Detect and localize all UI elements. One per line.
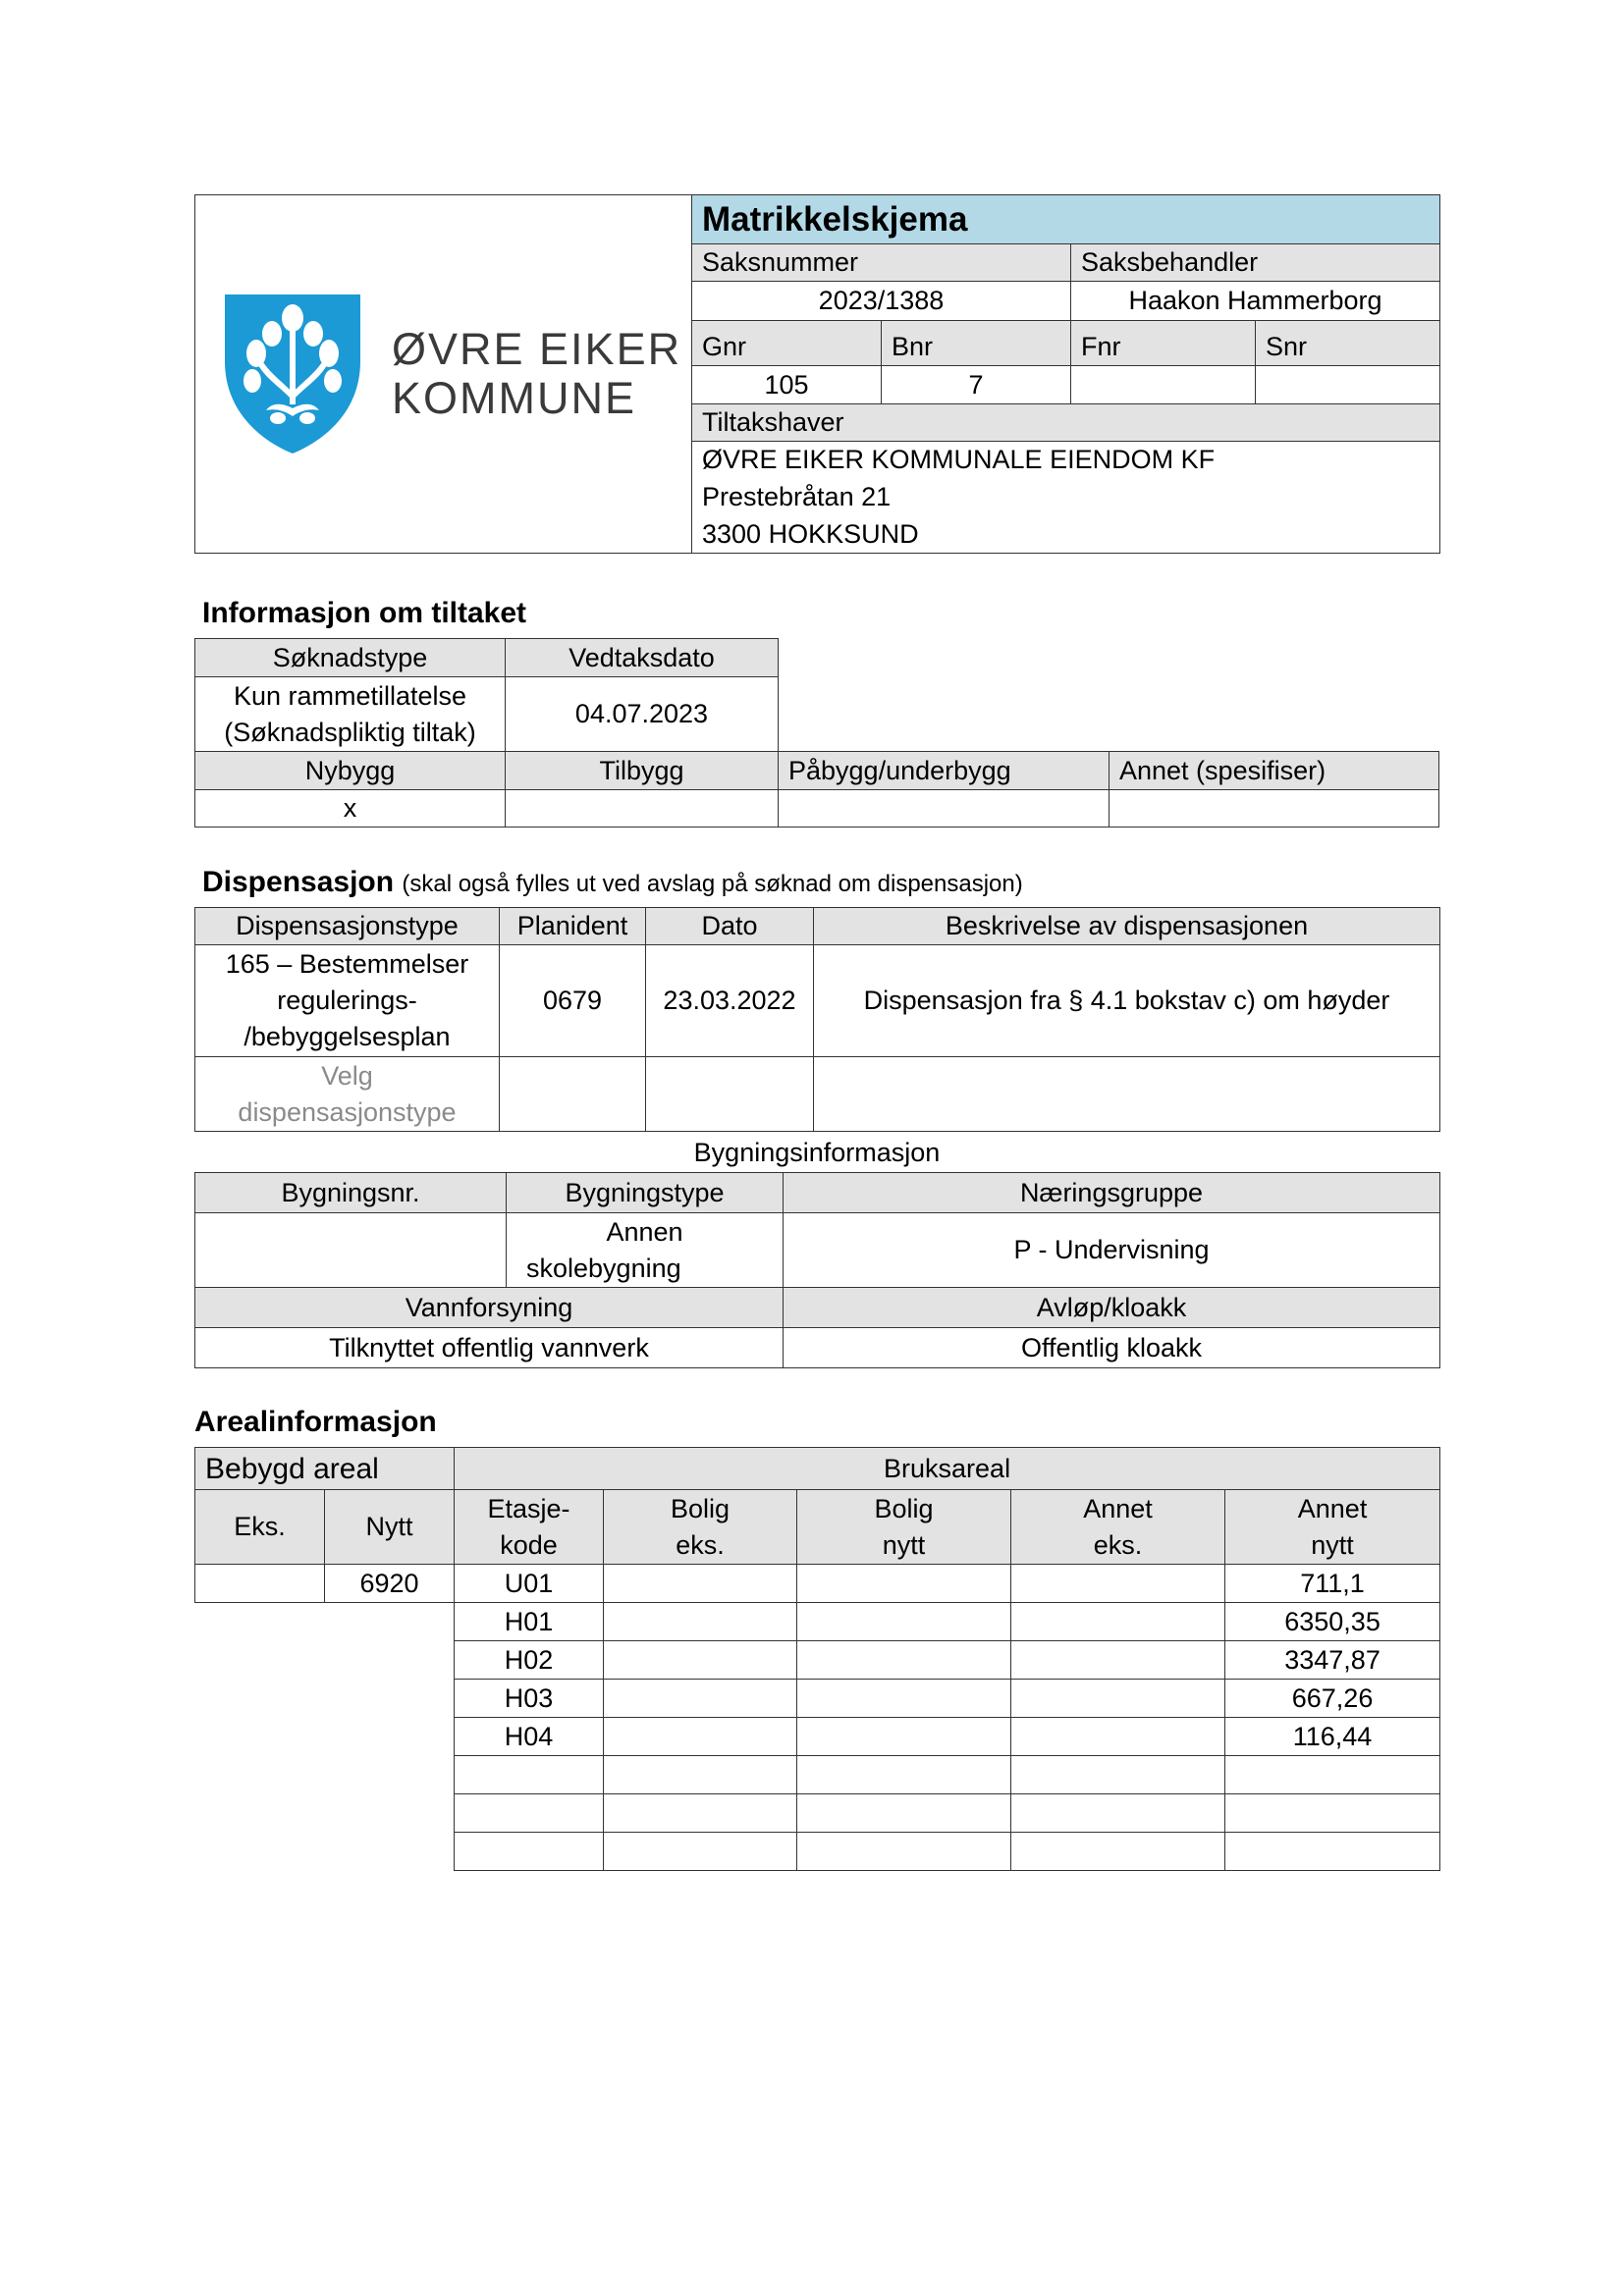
annet-eks-value [1011, 1641, 1225, 1680]
annet-eks-line2: eks. [1093, 1529, 1143, 1560]
table-row [195, 1794, 1440, 1833]
bolig-nytt-value [797, 1833, 1011, 1871]
bebygd-eks-value [195, 1565, 325, 1603]
municipality-name: ØVRE EIKER [392, 324, 682, 374]
annet-eks-value [1011, 1603, 1225, 1641]
bnr-value: 7 [882, 366, 1071, 404]
annet-nytt-value [1225, 1756, 1440, 1794]
saksbehandler-value: Haakon Hammerborg [1071, 282, 1440, 321]
bolig-eks-value [604, 1756, 797, 1794]
bolig-nytt-label [797, 1490, 1011, 1565]
disp-beskrivelse-label: Beskrivelse av dispensasjonen [814, 908, 1440, 945]
vannforsyning-label: Vannforsyning [195, 1288, 784, 1328]
bygningsnr-value [195, 1213, 507, 1288]
fnr-label: Fnr [1071, 321, 1256, 366]
annet-eks-value [1011, 1718, 1225, 1756]
annet-nytt-value: 711,1 [1225, 1565, 1440, 1603]
bolig-eks-line2: eks. [676, 1529, 725, 1560]
table-row [195, 1680, 1440, 1718]
annet-eks-value [1011, 1756, 1225, 1794]
etasjekode-value: H03 [455, 1680, 604, 1718]
disp-row2-dato [646, 1057, 814, 1132]
bygning-table [194, 1172, 1440, 1368]
annet-eks-line1: Annet [1083, 1493, 1153, 1523]
tiltak-blank [779, 639, 1439, 752]
nybygg-value: x [195, 790, 506, 828]
bygningstype-label: Bygningstype [507, 1173, 784, 1213]
bolig-nytt-value [797, 1641, 1011, 1680]
snr-value [1256, 366, 1440, 404]
bolig-eks-value [604, 1603, 797, 1641]
annet-eks-value [1011, 1680, 1225, 1718]
disp-row1-planident: 0679 [500, 945, 646, 1057]
fnr-value [1071, 366, 1256, 404]
tilbygg-label: Tilbygg [506, 752, 779, 790]
soknadstype-line2: (Søknadspliktig tiltak) [224, 717, 476, 747]
bolig-nytt-value [797, 1756, 1011, 1794]
dispensasjon-heading-note: (skal også fylles ut ved avslag på søknad om dispensasjon) [402, 871, 1023, 897]
areal-table [194, 1447, 1440, 1871]
bolig-nytt-value [797, 1603, 1011, 1641]
annet-value [1110, 790, 1439, 828]
etasjekode-line2: kode [500, 1529, 558, 1560]
nytt-label: Nytt [325, 1490, 455, 1565]
annet-nytt-value: 3347,87 [1225, 1641, 1440, 1680]
annet-nytt-value [1225, 1833, 1440, 1871]
saksnummer-label: Saksnummer [692, 244, 1071, 282]
annet-nytt-line2: nytt [1311, 1529, 1354, 1560]
disp-row1-type [195, 945, 500, 1057]
bolig-eks-line1: Bolig [670, 1493, 731, 1523]
row-spacer [195, 1603, 455, 1641]
saksbehandler-label: Saksbehandler [1071, 244, 1440, 282]
saksnummer-value: 2023/1388 [692, 282, 1071, 321]
snr-label: Snr [1256, 321, 1440, 366]
annet-nytt-value: 6350,35 [1225, 1603, 1440, 1641]
etasjekode-value: H02 [455, 1641, 604, 1680]
tiltak-table [194, 638, 1439, 828]
bygningstype-line1: Annen [606, 1216, 683, 1247]
bnr-label: Bnr [882, 321, 1071, 366]
table-row [195, 1833, 1440, 1871]
bolig-nytt-value [797, 1680, 1011, 1718]
bygning-heading: Bygningsinformasjon [693, 1138, 941, 1167]
bolig-eks-label [604, 1490, 797, 1565]
disp-row2-planident [500, 1057, 646, 1132]
vannforsyning-value: Tilknyttet offentlig vannverk [195, 1328, 784, 1368]
etasjekode-value: H01 [455, 1603, 604, 1641]
row-spacer [195, 1833, 455, 1871]
annet-eks-value [1011, 1794, 1225, 1833]
bolig-eks-value [604, 1833, 797, 1871]
areal-heading: Arealinformasjon [194, 1406, 437, 1438]
row-spacer [195, 1718, 455, 1756]
soknadstype-value [195, 677, 506, 752]
table-row [195, 1756, 1440, 1794]
eks-label: Eks. [195, 1490, 325, 1565]
tiltakshaver-postal: 3300 HOKKSUND [692, 516, 1440, 554]
etasjekode-value: H04 [455, 1718, 604, 1756]
disp-type-label: Dispensasjonstype [195, 908, 500, 945]
header-table [194, 194, 1440, 554]
tiltak-heading: Informasjon om tiltaket [202, 597, 527, 629]
annet-eks-value [1011, 1565, 1225, 1603]
naeringsgruppe-label: Næringsgruppe [784, 1173, 1440, 1213]
bygningsnr-label: Bygningsnr. [195, 1173, 507, 1213]
disp-row1-beskrivelse: Dispensasjon fra § 4.1 bokstav c) om høyder [814, 945, 1440, 1057]
bolig-nytt-line2: nytt [882, 1529, 926, 1560]
disp-row2-type[interactable] [195, 1057, 500, 1132]
avlop-value: Offentlig kloakk [784, 1328, 1440, 1368]
annet-nytt-value: 667,26 [1225, 1680, 1440, 1718]
pabygg-label: Påbygg/underbygg [779, 752, 1110, 790]
nybygg-label: Nybygg [195, 752, 506, 790]
disp-row1-type-line2: regulerings- [277, 986, 417, 1015]
coat-of-arms-icon [223, 293, 362, 455]
annet-eks-label [1011, 1490, 1225, 1565]
etasjekode-line1: Etasje- [487, 1493, 570, 1523]
disp-row1-type-line3: /bebyggelsesplan [244, 1022, 451, 1051]
bygningstype-value [507, 1213, 784, 1288]
tilbygg-value [506, 790, 779, 828]
dispensasjon-table [194, 907, 1440, 1132]
table-row [195, 1718, 1440, 1756]
gnr-value: 105 [692, 366, 882, 404]
logo-cell [195, 195, 692, 554]
row-spacer [195, 1794, 455, 1833]
etasjekode-value: U01 [455, 1565, 604, 1603]
disp-row1-dato: 23.03.2022 [646, 945, 814, 1057]
naeringsgruppe-value: P - Undervisning [784, 1213, 1440, 1288]
bolig-eks-value [604, 1680, 797, 1718]
vedtaksdato-label: Vedtaksdato [506, 639, 779, 677]
etasjekode-value [455, 1756, 604, 1794]
bolig-nytt-value [797, 1565, 1011, 1603]
bebygd-nytt-value: 6920 [325, 1565, 455, 1603]
disp-row2-beskrivelse [814, 1057, 1440, 1132]
annet-nytt-line1: Annet [1297, 1493, 1368, 1523]
table-row [195, 1641, 1440, 1680]
soknadstype-label: Søknadstype [195, 639, 506, 677]
row-spacer [195, 1756, 455, 1794]
tiltakshaver-name: ØVRE EIKER KOMMUNALE EIENDOM KF [692, 442, 1440, 479]
annet-nytt-value [1225, 1794, 1440, 1833]
bolig-eks-value [604, 1565, 797, 1603]
bolig-eks-value [604, 1641, 797, 1680]
annet-nytt-label [1225, 1490, 1440, 1565]
gnr-label: Gnr [692, 321, 882, 366]
bolig-eks-value [604, 1794, 797, 1833]
disp-planident-label: Planident [500, 908, 646, 945]
pabygg-value [779, 790, 1110, 828]
dispensasjon-heading [202, 866, 1023, 899]
annet-label: Annet (spesifiser) [1110, 752, 1439, 790]
annet-nytt-value: 116,44 [1225, 1718, 1440, 1756]
disp-row1-type-line1: 165 – Bestemmelser [225, 949, 469, 979]
disp-dato-label: Dato [646, 908, 814, 945]
etasjekode-label [455, 1490, 604, 1565]
bolig-nytt-line1: Bolig [874, 1493, 934, 1523]
table-row [195, 1603, 1440, 1641]
tiltakshaver-label: Tiltakshaver [692, 404, 1440, 442]
bolig-nytt-value [797, 1718, 1011, 1756]
disp-row2-type-line2: dispensasjonstype [238, 1096, 457, 1127]
soknadstype-line1: Kun rammetillatelse [233, 680, 467, 711]
etasjekode-value [455, 1794, 604, 1833]
municipality-kommune: KOMMUNE [392, 373, 636, 423]
bruksareal-label: Bruksareal [455, 1448, 1440, 1490]
bolig-eks-value [604, 1718, 797, 1756]
bygningstype-line2: skolebygning [526, 1253, 681, 1283]
bolig-nytt-value [797, 1794, 1011, 1833]
bebygd-areal-label: Bebygd areal [195, 1448, 455, 1490]
vedtaksdato-value: 04.07.2023 [506, 677, 779, 752]
row-spacer [195, 1680, 455, 1718]
annet-eks-value [1011, 1833, 1225, 1871]
row-spacer [195, 1641, 455, 1680]
tiltakshaver-address: Prestebråtan 21 [692, 479, 1440, 516]
avlop-label: Avløp/kloakk [784, 1288, 1440, 1328]
form-title: Matrikkelskjema [692, 195, 1440, 244]
etasjekode-value [455, 1833, 604, 1871]
dispensasjon-heading-title: Dispensasjon [202, 866, 395, 898]
disp-row2-type-line1: Velg [321, 1060, 373, 1091]
